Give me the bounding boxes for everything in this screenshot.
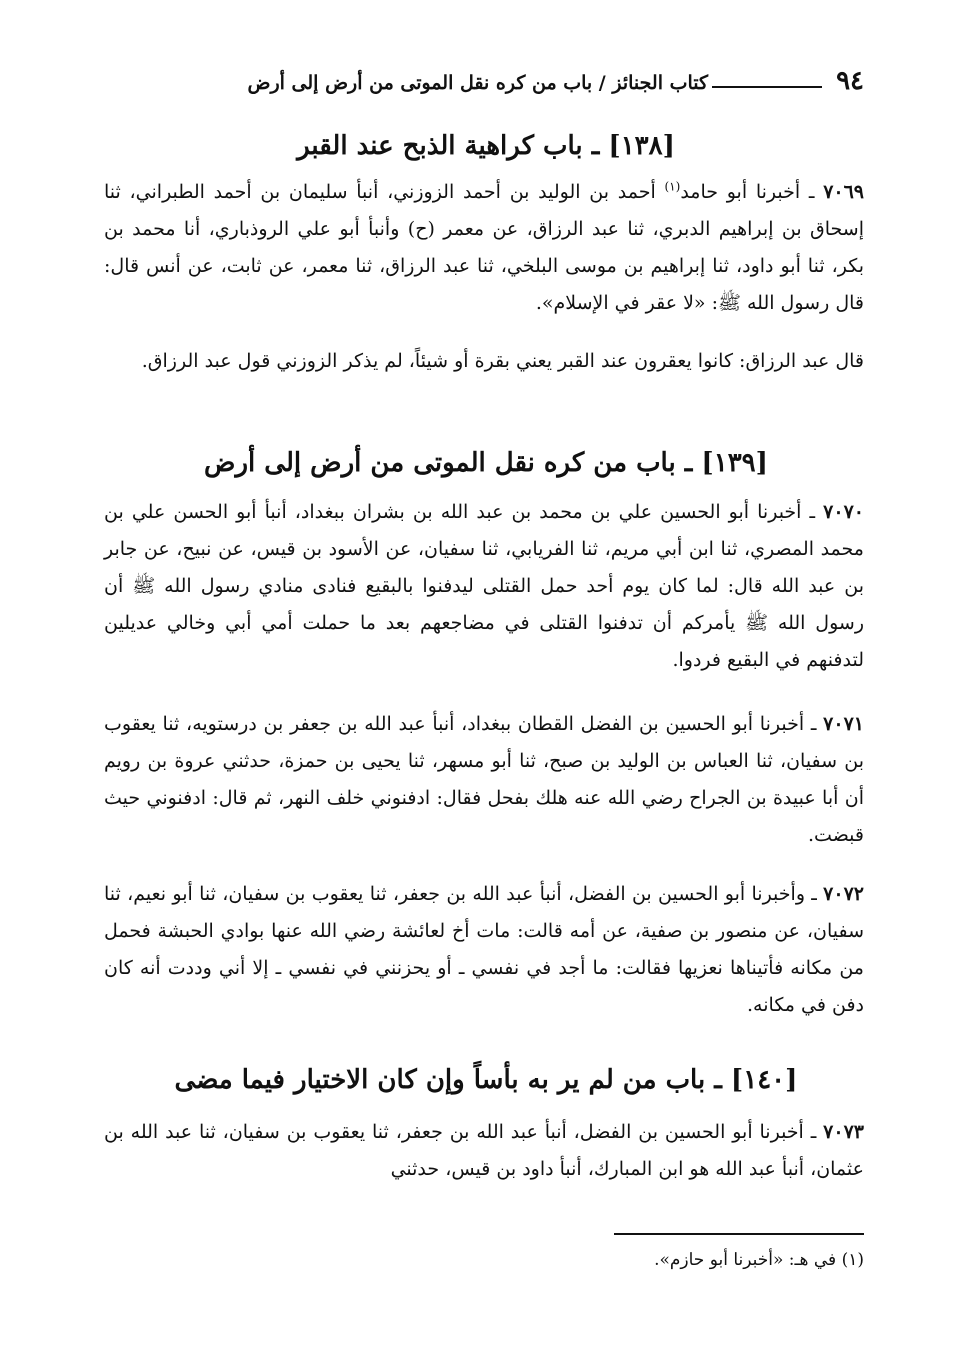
hadith-text: ـ أخبرنا أبو الحسين بن الفضل، أنبأ عبد الله بن جعفر، ثنا يعقوب بن سفيان، ثنا عبد الله بن عثمان، أنبأ عبد الله هو ابن المبارك، أنبأ داود بن قيس، حدثني [104,1121,864,1180]
chapter-heading: [١٤٠] ـ باب من لم ير به بأساً وإن كان الاختيار فيما مضى [174,1065,798,1095]
footnote-rule [614,1233,864,1235]
running-head [108,58,864,98]
footnote-reference: (١) [664,179,681,194]
footnote: (١) في هـ: «أخبرنا أبو حازم». [654,1250,864,1270]
hadith-paragraph [104,174,864,322]
commentary-text: قال عبد الرزاق: كانوا يعقرون عند القبر يعني بقرة أو شيئاً، لم يذكر الزوزني قول عبد الرزاق. [141,350,864,372]
hadith-text: ـ أخبرنا أبو الحسين بن الفضل القطان ببغداد، أنبأ عبد الله بن جعفر بن درستويه، ثنا يعقوب بن سفيان، ثنا العباس بن الوليد بن صبح، ثنا أبو مسهر، ثنا يحيى بن حمزة، حدثني عروة بن رويم أن أبا عبيدة بن الجراح رضي الله عنه هلك بفحل فقال: ادفنوني خلف النهر، ثم قال: ادفنوني حيث قبضت. [104,713,864,846]
running-title: كتاب الجنائز / باب من كره نقل الموتى من أرض إلى أرض [247,72,709,94]
hadith-number: ٧٠٧٣ [823,1121,864,1143]
hadith-text: ـ وأخبرنا أبو الحسين بن الفضل، أنبأ عبد الله بن جعفر، ثنا يعقوب بن سفيان، ثنا أبو نعيم، ثنا سفيان، عن منصور بن صفية، عن أمه قالت: مات أخ لعائشة رضي الله عنها بوادي الحبشة فحمل من مكانه فأتيناها نعزيها فقالت: ما أجد في نفسي ـ أو يحزنني في نفسي ـ إلا أني وددت أنه كان دفن في مكانه. [104,883,864,1016]
hadith-number: ٧٠٧٢ [823,883,864,905]
commentary-paragraph [104,343,864,380]
hadith-text: ـ أخبرنا أبو حامد [680,181,824,203]
hadith-paragraph [104,876,864,1024]
hadith-text: ـ أخبرنا أبو الحسين علي بن محمد بن عبد الله بن بشران ببغداد، أنبأ أبو الحسن علي بن محمد المصري، ثنا ابن أبي مريم، ثنا الفريابي، ثنا سفيان، عن الأسود بن قيس، عن نبيح، عن جابر بن عبد الله قال: لما كان يوم أحد حمل القتلى ليدفنوا بالبقيع فنادى منادي رسول الله ﷺ أن رسول الله ﷺ يأمركم أن تدفنوا القتلى في مضاجعهم بعد ما حملت أمي أبي وخالي عديلين لتدفنهم في البقيع فردوا. [104,501,864,671]
chapter-heading: [١٣٨] ـ باب كراهية الذبح عند القبر [297,131,675,161]
hadith-number: ٧٠٧٠ [823,501,864,523]
chapter-heading: [١٣٩] ـ باب من كره نقل الموتى من أرض إلى أرض [204,448,768,478]
page-number: ٩٤ [836,66,864,96]
hadith-number: ٧٠٧١ [823,713,864,735]
hadith-paragraph [104,706,864,854]
hadith-number: ٧٠٦٩ [823,181,865,203]
hadith-paragraph [104,494,864,679]
hadith-text: أحمد بن الوليد بن أحمد الزوزني، أنبأ سليمان بن أحمد الطبراني، ثنا إسحاق بن إبراهيم الدبري، ثنا عبد الرزاق، عن معمر (ح) وأنبأ أبو علي الروذباري، أنا محمد بن بكر، ثنا أبو داود، ثنا إبراهيم بن موسى البلخي، ثنا عبد الرزاق، ثنا معمر، عن ثابت، عن أنس قال: قال رسول الله ﷺ: «لا عقر في الإسلام». [104,181,864,314]
header-rule [712,86,822,88]
hadith-paragraph [104,1114,864,1188]
